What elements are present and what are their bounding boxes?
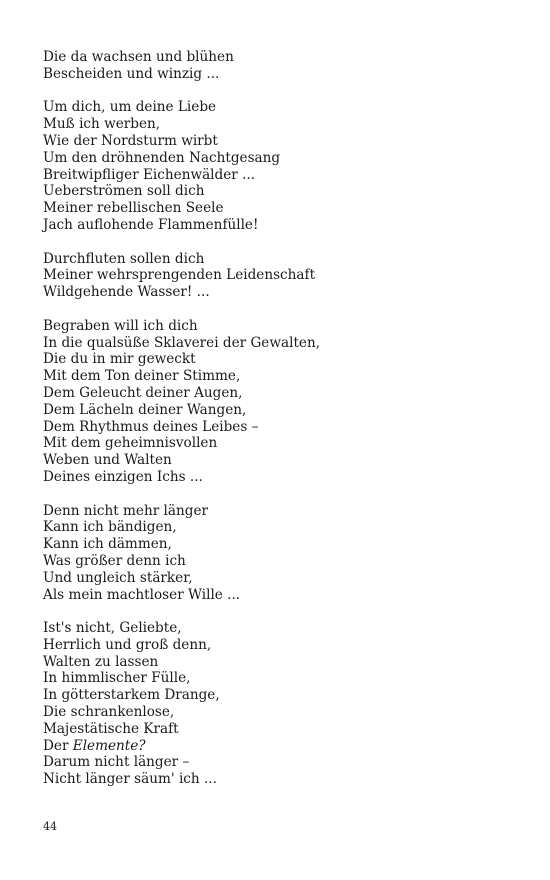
poem-text <box>43 49 513 805</box>
poem-line: Herrlich und groß denn, <box>43 636 212 653</box>
poem-line: Nicht länger säum' ich ... <box>43 771 217 788</box>
poem-line: Dem Rhythmus deines Leibes – <box>43 418 259 435</box>
poem-stanza <box>43 49 513 83</box>
poem-line: In die qualsüße Sklaverei der Gewalten, <box>43 334 321 351</box>
poem-line: In götterstarkem Drange, <box>43 687 220 704</box>
poem-line: Begraben will ich dich <box>43 317 198 334</box>
poem-line: Dem Geleucht deiner Augen, <box>43 384 243 401</box>
poem-line: Die du in mir geweckt <box>43 351 196 368</box>
poem-stanza <box>43 99 513 233</box>
poem-line: Und ungleich stärker, <box>43 569 193 586</box>
poem-line <box>43 738 513 755</box>
poem-line: Kann ich bändigen, <box>43 519 177 536</box>
poem-line: Um dich, um deine Liebe <box>43 99 217 116</box>
poem-line-text: Der <box>43 737 73 754</box>
poem-line: Was größer denn ich <box>43 552 186 569</box>
poem-line: Dem Lächeln deiner Wangen, <box>43 401 247 418</box>
poem-line: Die da wachsen und blühen <box>43 49 234 65</box>
poem-line: Kann ich dämmen, <box>43 536 172 553</box>
poem-line: Denn nicht mehr länger <box>43 502 208 519</box>
poem-stanza <box>43 503 513 604</box>
poem-line: Muß ich werben, <box>43 116 161 133</box>
poem-line: Als mein machtloser Wille ... <box>43 586 241 603</box>
poem-line: Meiner rebellischen Seele <box>43 200 224 217</box>
poem-line-emphasis: Elemente? <box>72 737 146 754</box>
poem-line: Mit dem geheimnisvollen <box>43 435 218 452</box>
poem-line: Wildgehende Wasser! ... <box>43 284 210 301</box>
poem-line: Wie der Nordsturm wirbt <box>43 132 218 149</box>
poem-line: Deines einzigen Ichs ... <box>43 468 203 485</box>
poem-line: Breitwipfliger Eichenwälder ... <box>43 166 256 183</box>
poem-line: Mit dem Ton deiner Stimme, <box>43 368 241 385</box>
poem-line: Jach auflohende Flammenfülle! <box>43 216 259 233</box>
poem-line: Weben und Walten <box>43 452 172 469</box>
poem-line: Bescheiden und winzig ... <box>43 65 220 82</box>
poem-line: Meiner wehrsprengenden Leidenschaft <box>43 267 316 284</box>
poem-stanza <box>43 251 513 301</box>
poem-line: Majestätische Kraft <box>43 720 179 737</box>
page-number: 44 <box>43 820 57 833</box>
poem-line: Um den dröhnenden Nachtgesang <box>43 149 281 166</box>
poem-line: Darum nicht länger – <box>43 754 190 771</box>
poem-line: Durchfluten sollen dich <box>43 250 205 267</box>
poem-line: In himmlischer Fülle, <box>43 670 191 687</box>
poem-line: Ueberströmen soll dich <box>43 183 205 200</box>
poem-line: Ist's nicht, Geliebte, <box>43 620 182 637</box>
poem-line: Walten zu lassen <box>43 653 159 670</box>
poem-stanza <box>43 318 513 486</box>
poem-stanza <box>43 620 513 788</box>
poem-line: Die schrankenlose, <box>43 704 175 721</box>
